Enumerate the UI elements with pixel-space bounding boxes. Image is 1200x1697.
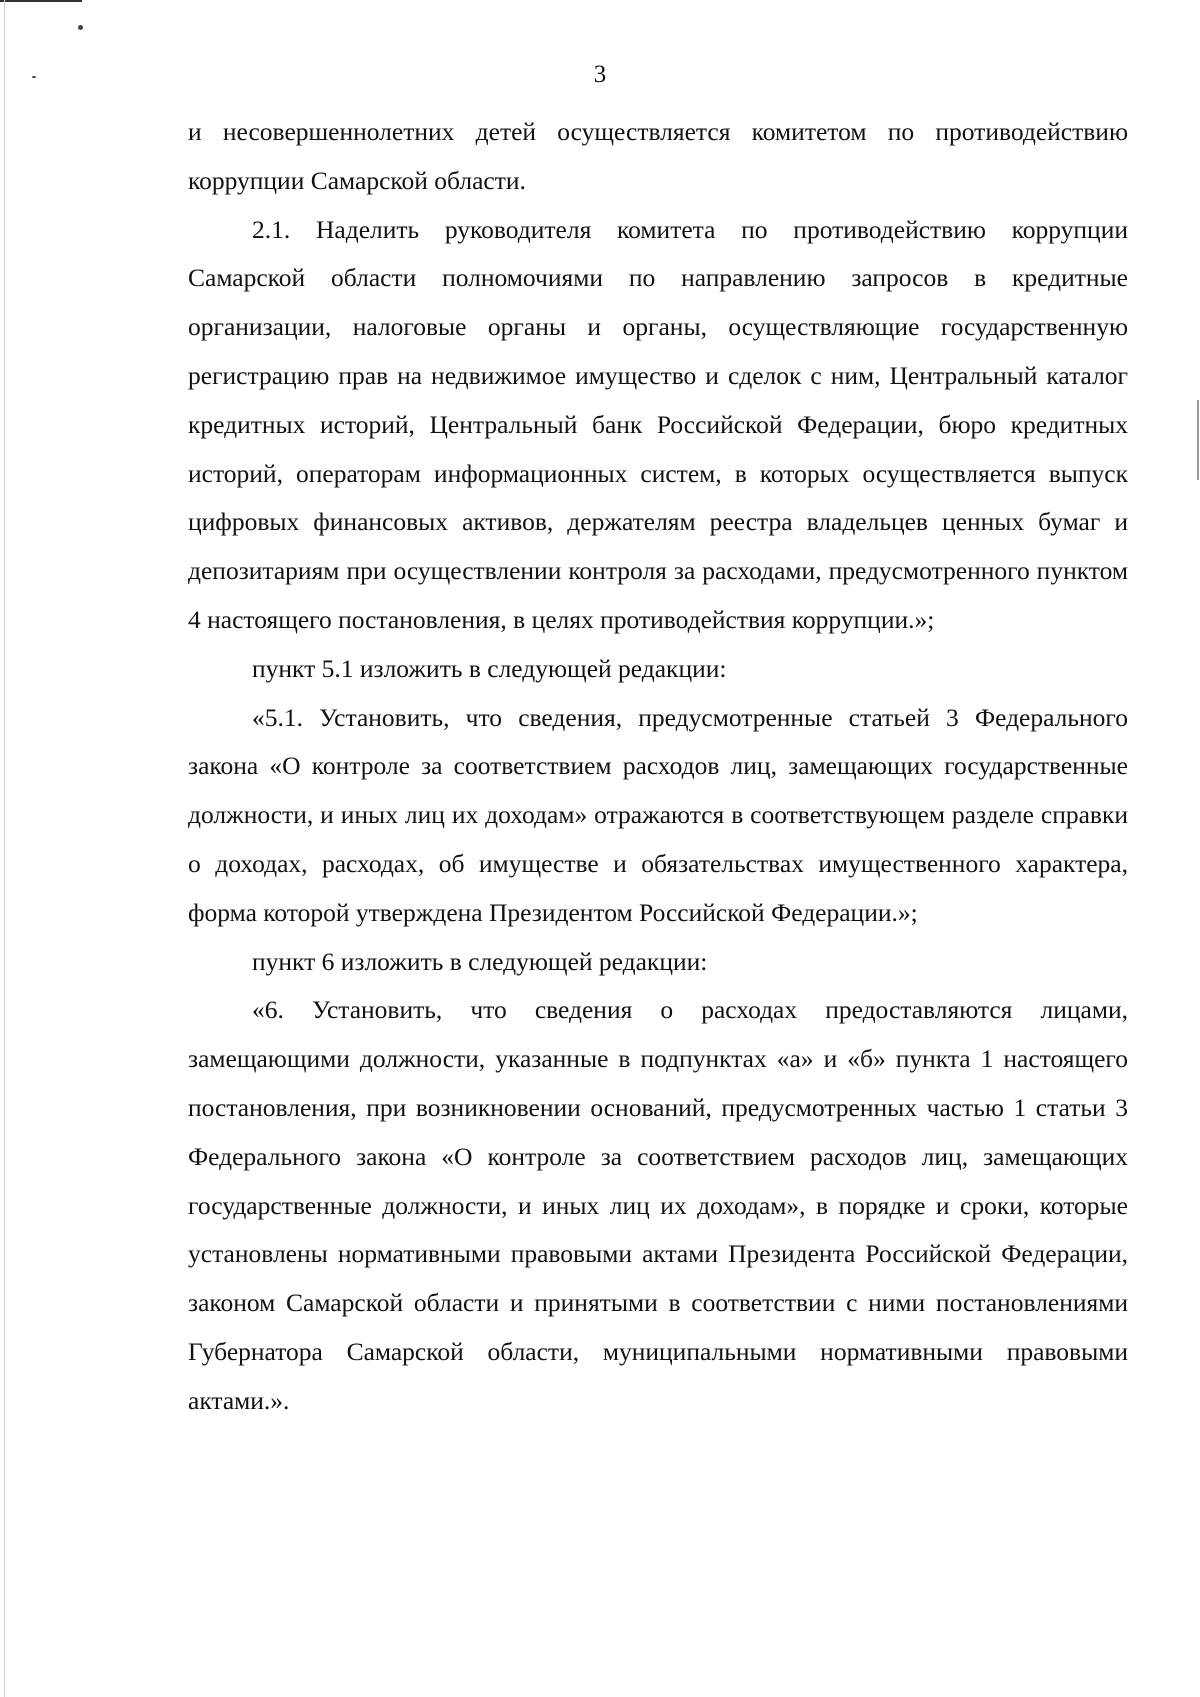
document-body [188,108,1128,1426]
paragraph-2-1: 2.1. Наделить руководителя комитета по противодействию коррупции Самарской области полномочиями по направлению запросов в кредитные организации, налоговые органы и органы, осуществляющие государственную регистрацию прав на недвижимое имущество и сделок с ним, Центральный каталог кредитных историй, Центральный банк Российской Федерации, бюро кредитных историй, операторам информационных систем, в которых осуществляется выпуск цифровых финансовых активов, держателям реестра владельцев ценных бумаг и депозитариям при осуществлении контроля за расходами, предусмотренного пунктом 4 настоящего постановления, в целях противодействия коррупции.»; [188,214,1128,634]
paragraph-6: «6. Установить, что сведения о расходах предоставляются лицами, замещающими должности, указанные в подпунктах «а» и «б» пункта 1 настоящего постановления, при возникновении оснований, предусмотренных частью 1 статьи 3 Федерального закона «О контроле за соответствием расходов лиц, замещающих государственные должности, и иных лиц их доходам», в порядке и сроки, которые установлены нормативными правовыми актами Президента Российской Федерации, законом Самарской области и принятыми в соответствии с ними постановлениями Губернатора Самарской области, муниципальными нормативными правовыми актами.». [188,995,1128,1415]
scan-edge-left [4,0,5,1697]
scan-edge-right [1197,400,1199,480]
paragraph-instruction-6: пункт 6 изложить в следующей редакции: [252,946,708,976]
page-number: 3 [593,61,607,88]
paragraph-continuation: и несовершеннолетних детей осуществляется комитетом по противодействию коррупции Самарской области. [188,117,1128,195]
paragraph-5-1: «5.1. Установить, что сведения, предусмотренные статьей 3 Федерального закона «О контроле за соответствием расходов лиц, замещающих государственные должности, и иных лиц их доходам» отражаются в соответствующем разделе справки о доходах, расходах, об имуществе и обязательствах имущественного характера, форма которой утверждена Президентом Российской Федерации.»; [188,702,1128,927]
scan-edge-top [0,0,82,2]
paragraph-instruction-5-1: пункт 5.1 изложить в следующей редакции: [252,653,727,683]
scan-speck [78,25,83,30]
